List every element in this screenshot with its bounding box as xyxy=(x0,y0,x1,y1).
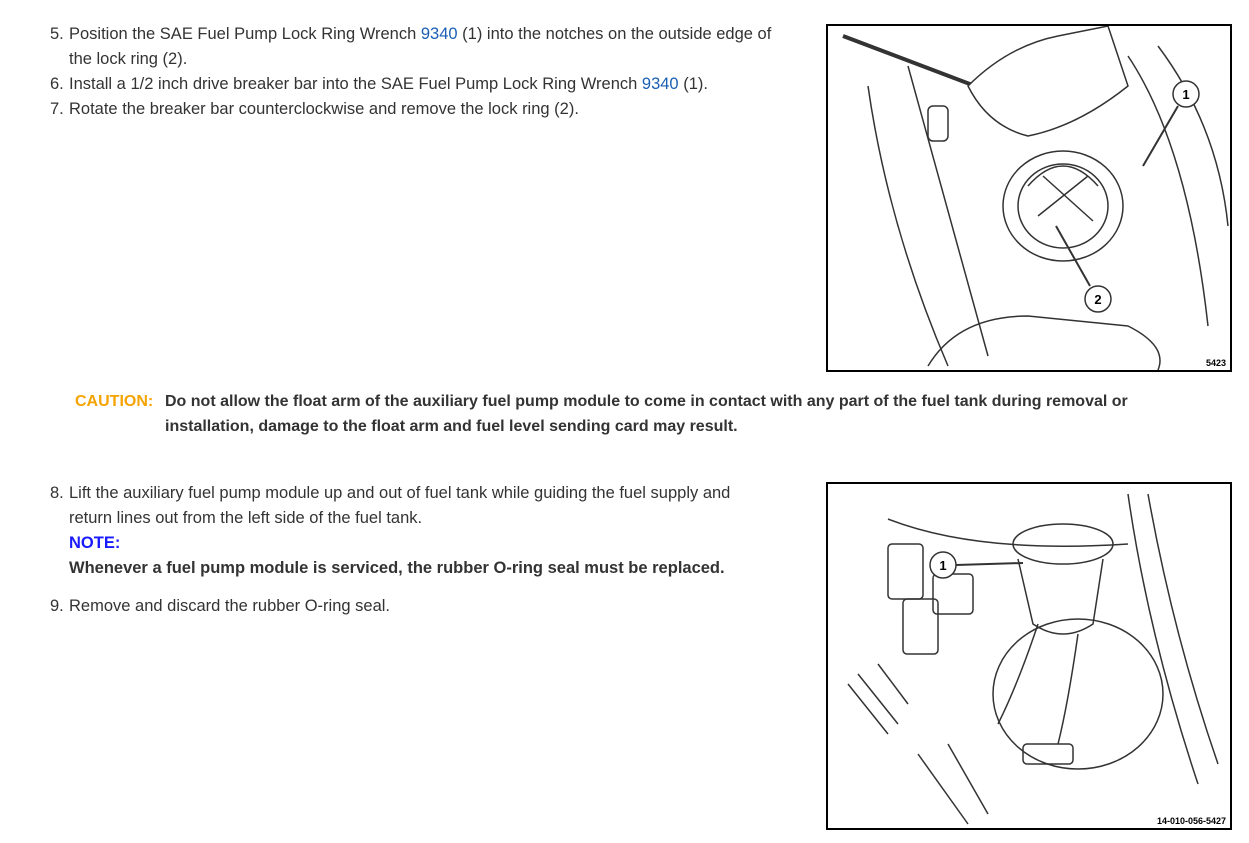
callout-1: 1 xyxy=(939,558,947,573)
callout-2: 2 xyxy=(1094,292,1102,307)
figure-lock-ring-removal xyxy=(826,24,1232,372)
tool-link-9340[interactable]: 9340 xyxy=(641,75,679,93)
step-8: 8. Lift the auxiliary fuel pump module up and out of fuel tank while guiding the fuel supply and return lines out from the left side of the fuel tank. NOTE: Whenever a fuel pump module is serviced, the rubber O-ring seal must be replaced. xyxy=(50,481,810,581)
note-label: NOTE: xyxy=(69,534,121,552)
figure-id: 14-010-056-5427 xyxy=(1156,816,1226,826)
step-9: 9. Remove and discard the rubber O-ring seal. xyxy=(50,597,390,615)
note-text: Whenever a fuel pump module is serviced, the rubber O-ring seal must be replaced. xyxy=(69,559,725,577)
tool-link-9340[interactable]: 9340 xyxy=(420,25,458,43)
caution-label: CAUTION: xyxy=(75,393,154,410)
step-5: 5. Position the SAE Fuel Pump Lock Ring Wrench 9340 (1) into the notches on the outside edge of the lock ring (2). xyxy=(50,25,772,68)
caution-text: Do not allow the float arm of the auxiliary fuel pump module to come in contact with any part of the fuel tank during removal or installation, damage to the float arm and fuel level sending card may result. xyxy=(165,393,1128,435)
step-6: 6. Install a 1/2 inch drive breaker bar into the SAE Fuel Pump Lock Ring Wrench 9340 (1). xyxy=(50,75,708,93)
callout-1: 1 xyxy=(1182,87,1190,102)
step-7: 7. Rotate the breaker bar counterclockwise and remove the lock ring (2). xyxy=(50,100,579,118)
figure-fuel-pump-module xyxy=(826,482,1232,830)
figure-id: 5423 xyxy=(1205,358,1226,368)
